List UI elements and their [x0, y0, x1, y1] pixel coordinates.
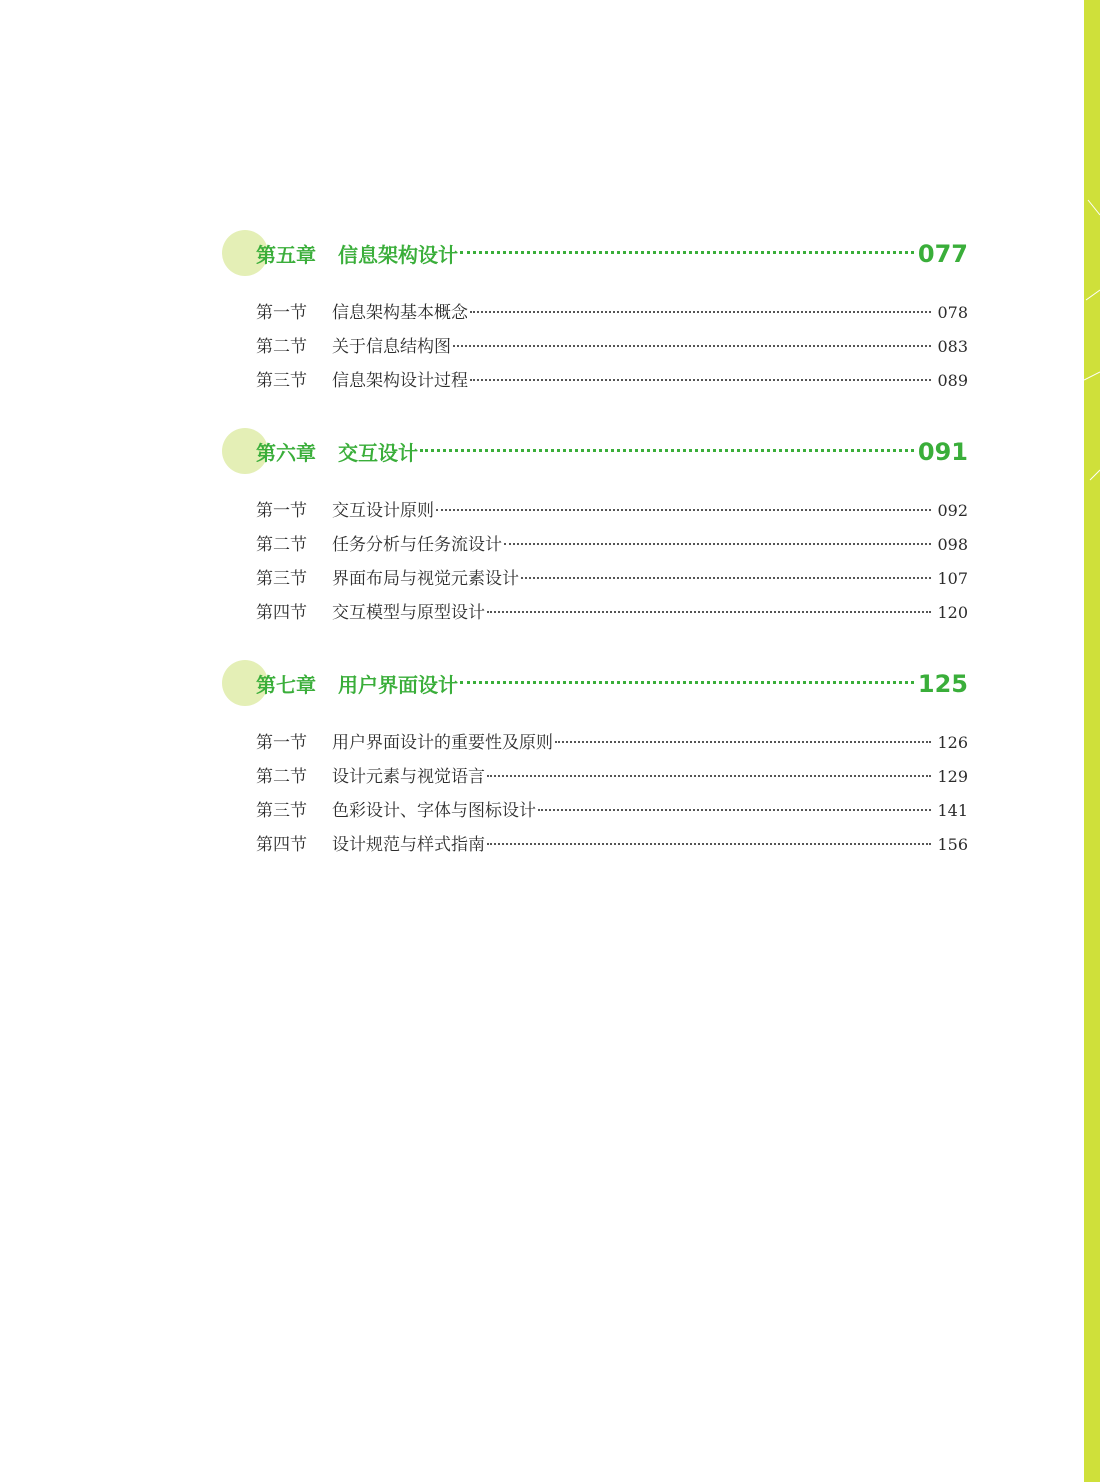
section-title: 任务分析与任务流设计 [332, 535, 502, 555]
section-entry[interactable] [222, 762, 968, 796]
section-page: 156 [937, 835, 968, 854]
leader-dots [470, 311, 931, 313]
side-decoration-bar [1084, 0, 1100, 1482]
chapter-heading[interactable] [222, 428, 968, 476]
section-number: 第三节 [256, 371, 307, 391]
section-title: 用户界面设计的重要性及原则 [332, 733, 553, 753]
table-of-contents [222, 230, 968, 892]
section-list [222, 496, 968, 632]
section-entry[interactable] [222, 830, 968, 864]
leader-dots [538, 809, 931, 811]
section-entry[interactable] [222, 366, 968, 400]
section-entry[interactable] [222, 796, 968, 830]
leader-dots [504, 543, 931, 545]
section-number: 第四节 [256, 603, 307, 623]
section-entry[interactable] [222, 496, 968, 530]
section-page: 083 [937, 337, 968, 356]
leader-dots [436, 509, 931, 511]
section-page: 129 [937, 767, 968, 786]
section-page: 107 [937, 569, 968, 588]
leader-dots [460, 681, 914, 684]
section-entry[interactable] [222, 564, 968, 598]
chapter-block [222, 428, 968, 632]
chapter-page: 091 [917, 438, 968, 466]
chapter-number: 第五章 [256, 243, 316, 267]
section-entry[interactable] [222, 298, 968, 332]
section-title: 关于信息结构图 [332, 337, 451, 357]
chapter-page: 077 [917, 240, 968, 268]
leader-dots [487, 843, 931, 845]
section-page: 089 [937, 371, 968, 390]
section-title: 界面布局与视觉元素设计 [332, 569, 519, 589]
section-entry[interactable] [222, 728, 968, 762]
leader-dots [487, 775, 931, 777]
section-number: 第三节 [256, 801, 307, 821]
chapter-number: 第七章 [256, 673, 316, 697]
decorative-lines [1084, 0, 1100, 1482]
chapter-block [222, 230, 968, 400]
section-number: 第二节 [256, 337, 307, 357]
section-title: 交互设计原则 [332, 501, 434, 521]
leader-dots [521, 577, 931, 579]
chapter-title: 信息架构设计 [338, 243, 458, 267]
section-number: 第三节 [256, 569, 307, 589]
section-entry[interactable] [222, 332, 968, 366]
section-number: 第二节 [256, 535, 307, 555]
section-number: 第一节 [256, 501, 307, 521]
section-number: 第一节 [256, 733, 307, 753]
leader-dots [460, 251, 914, 254]
chapter-heading[interactable] [222, 230, 968, 278]
section-page: 126 [937, 733, 968, 752]
chapter-title: 交互设计 [338, 441, 418, 465]
leader-dots [487, 611, 931, 613]
leader-dots [470, 379, 931, 381]
section-number: 第四节 [256, 835, 307, 855]
section-list [222, 728, 968, 864]
section-title: 交互模型与原型设计 [332, 603, 485, 623]
section-title: 信息架构设计过程 [332, 371, 468, 391]
section-page: 141 [937, 801, 968, 820]
section-number: 第一节 [256, 303, 307, 323]
section-title: 信息架构基本概念 [332, 303, 468, 323]
section-page: 092 [937, 501, 968, 520]
section-title: 设计规范与样式指南 [332, 835, 485, 855]
leader-dots [420, 449, 914, 452]
section-title: 设计元素与视觉语言 [332, 767, 485, 787]
section-title: 色彩设计、字体与图标设计 [332, 801, 536, 821]
section-number: 第二节 [256, 767, 307, 787]
section-page: 098 [937, 535, 968, 554]
section-list [222, 298, 968, 400]
chapter-number: 第六章 [256, 441, 316, 465]
chapter-page: 125 [917, 670, 968, 698]
leader-dots [555, 741, 931, 743]
chapter-block [222, 660, 968, 864]
chapter-title: 用户界面设计 [338, 673, 458, 697]
section-page: 120 [937, 603, 968, 622]
section-page: 078 [937, 303, 968, 322]
section-entry[interactable] [222, 530, 968, 564]
leader-dots [453, 345, 931, 347]
chapter-heading[interactable] [222, 660, 968, 708]
section-entry[interactable] [222, 598, 968, 632]
